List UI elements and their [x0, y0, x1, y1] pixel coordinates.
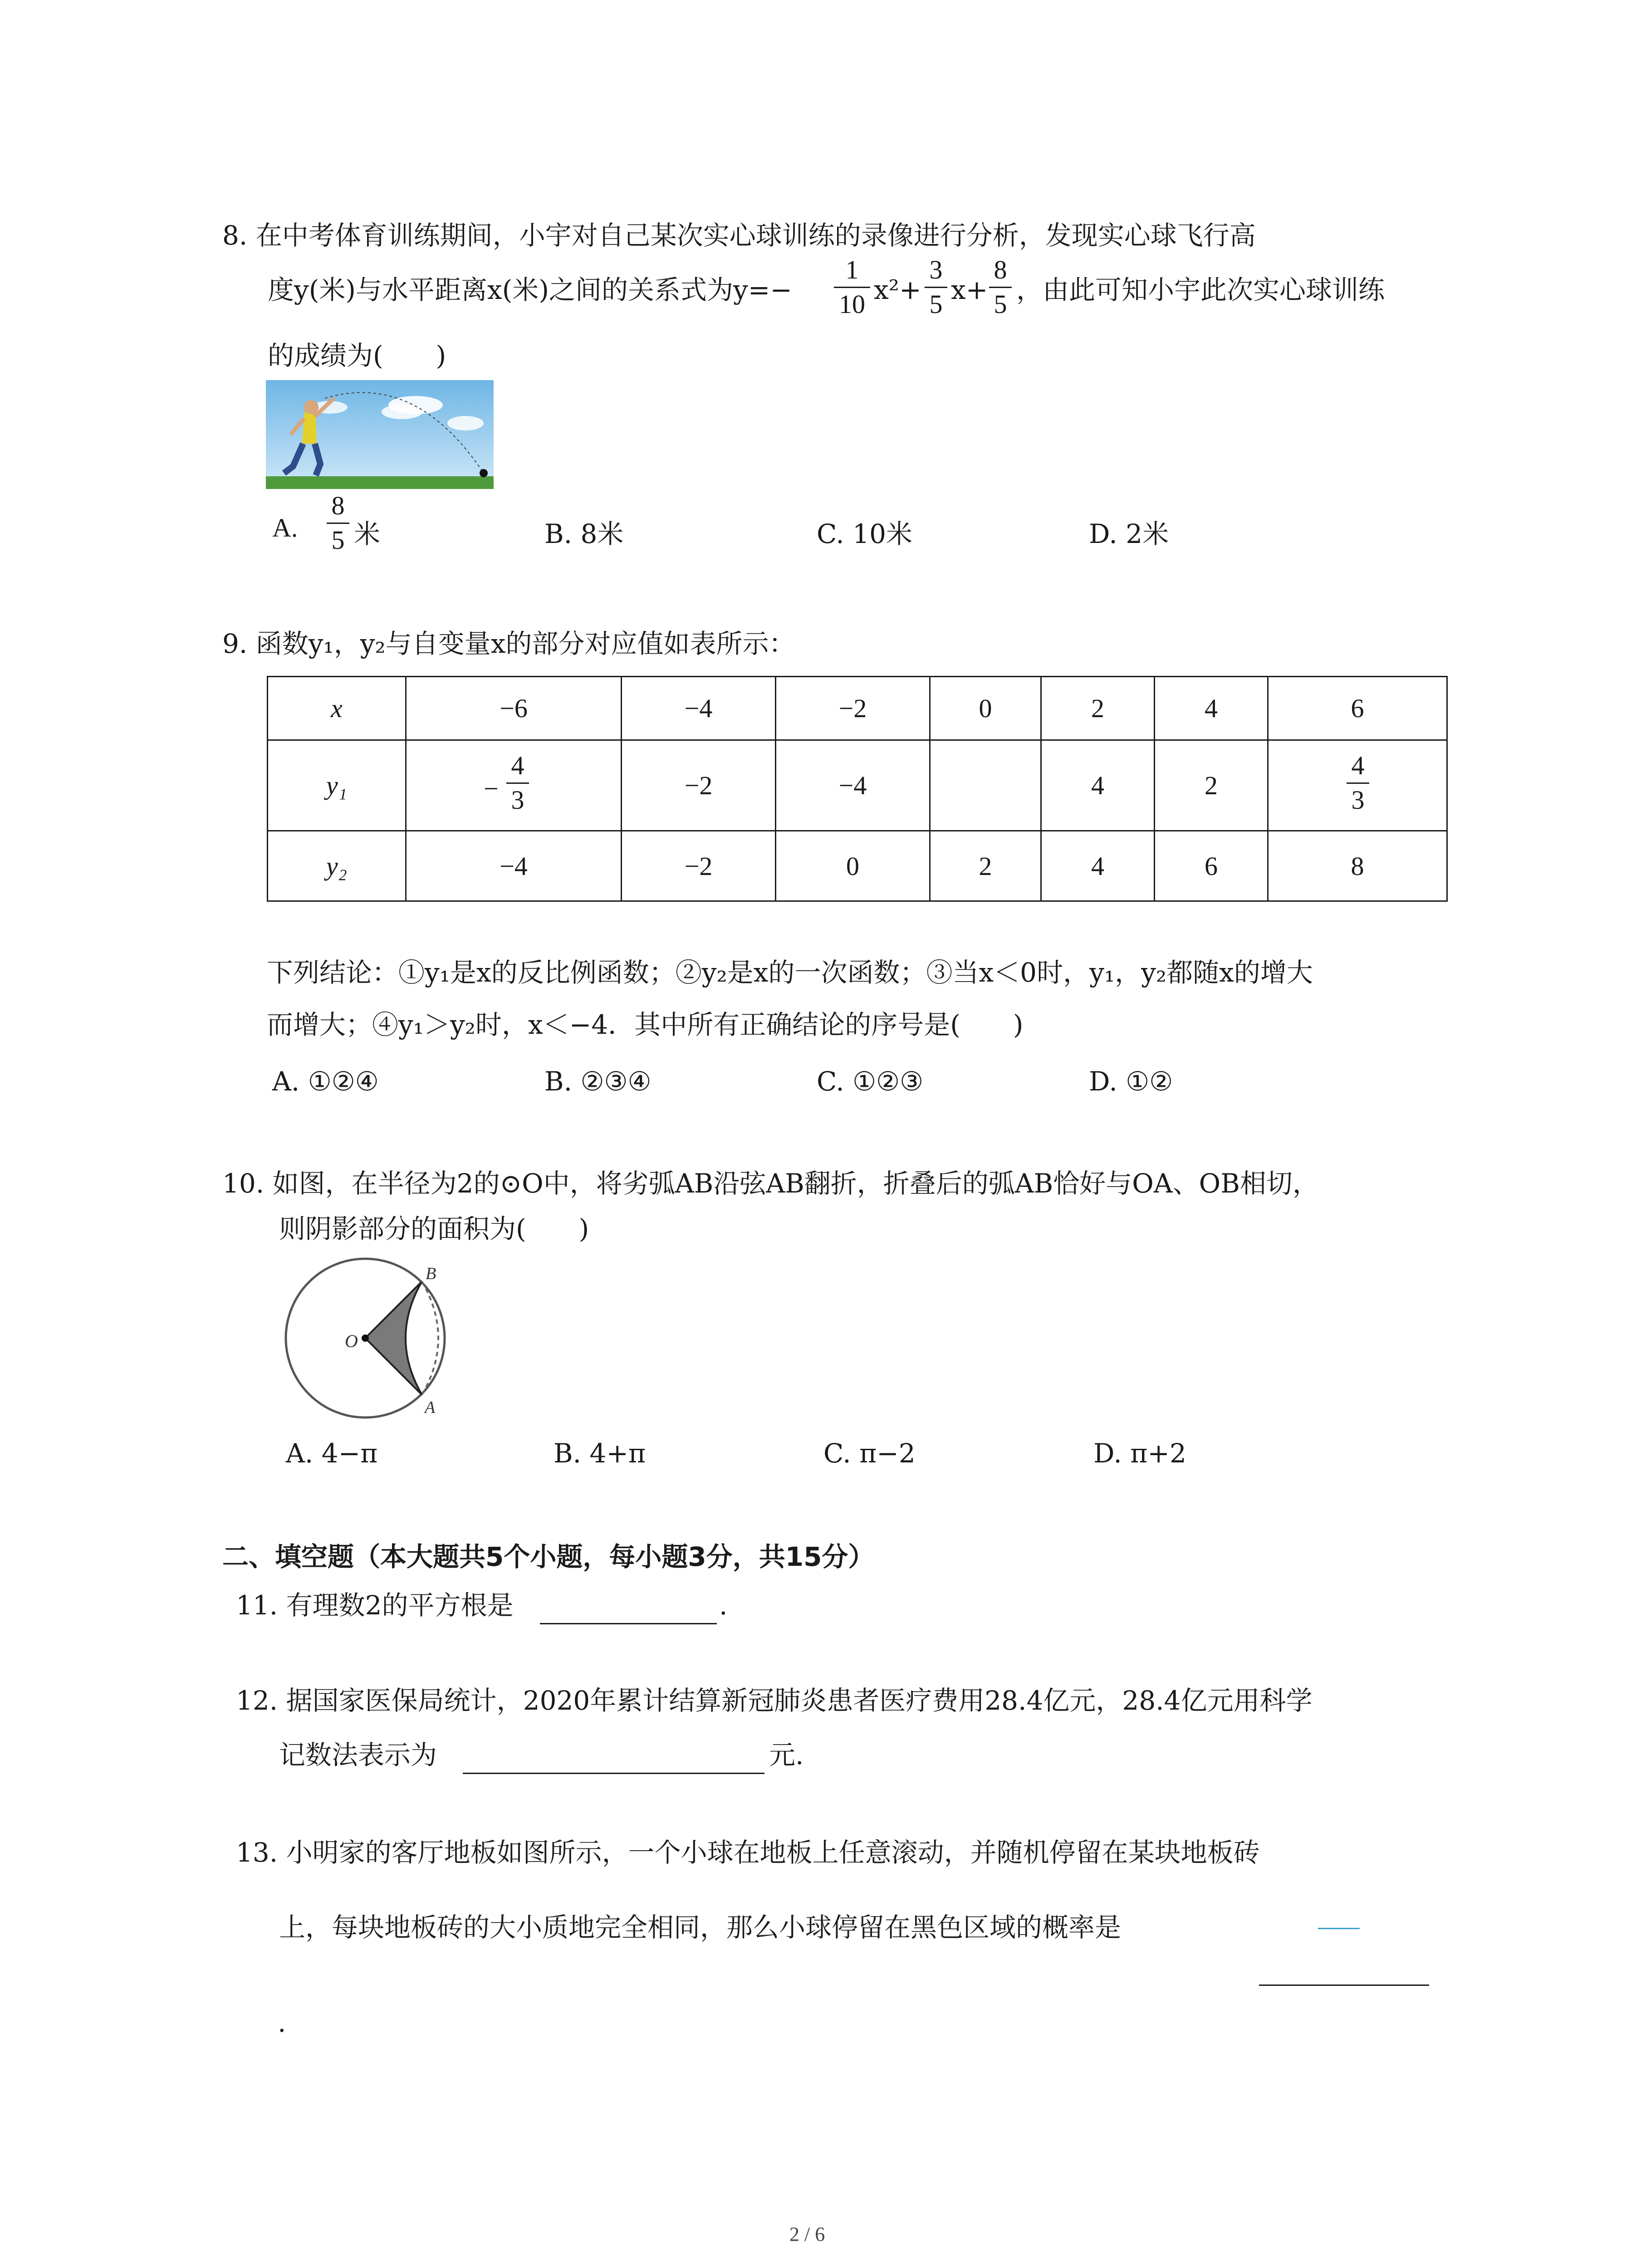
point-a-label: A	[425, 1398, 436, 1417]
frac-bar	[1347, 782, 1369, 784]
table-cell: 4	[1041, 740, 1155, 831]
table-cell: −6	[406, 677, 622, 740]
table-cell	[1268, 740, 1447, 831]
circle-fold-figure	[272, 1256, 463, 1429]
shotput-illustration	[266, 380, 494, 489]
table-cell: 6	[1268, 677, 1447, 740]
q12-line2: 记数法表示为	[279, 1740, 437, 1770]
table-cell	[406, 740, 622, 831]
q8-option-a-label[interactable]: A.	[272, 513, 298, 543]
minus-sign: −	[484, 774, 499, 803]
q8-fraction-1	[834, 256, 870, 318]
frac-numerator: 1	[845, 255, 859, 284]
q8-line2-c: x+	[951, 274, 988, 305]
table-header-x: x	[268, 677, 406, 740]
q8-line2-a: 度y(米)与水平距离x(米)之间的关系式为y=−	[268, 274, 792, 305]
table-row-y2	[268, 831, 1447, 901]
frac-bar	[834, 287, 870, 288]
q10-option-b[interactable]: B. 4+π	[554, 1438, 646, 1469]
q9-option-d[interactable]: D. ①②	[1089, 1066, 1173, 1097]
frac-denominator: 5	[331, 525, 345, 555]
q10-option-c[interactable]: C. π−2	[823, 1438, 916, 1469]
q8-line2-b: x²+	[874, 274, 921, 305]
q8-option-a-fraction[interactable]	[327, 492, 349, 554]
frac-denominator: 3	[511, 785, 524, 815]
frac-denominator: 10	[839, 289, 865, 319]
table-cell: −4	[406, 831, 622, 901]
q9-value-table	[267, 676, 1448, 902]
y1-first-fraction	[506, 752, 529, 814]
q9-option-b[interactable]: B. ②③④	[544, 1066, 652, 1097]
table-cell: 6	[1155, 831, 1268, 901]
q9-option-a[interactable]: A. ①②④	[272, 1066, 379, 1097]
q9-option-c[interactable]: C. ①②③	[817, 1066, 924, 1097]
q8-option-c[interactable]: C. 10米	[817, 518, 912, 549]
q12-line1: 12. 据国家医保局统计，2020年累计结算新冠肺炎患者医疗费用28.4亿元，28.4亿元用科学	[236, 1685, 1313, 1716]
q8-line3: 的成绩为( )	[268, 340, 446, 371]
q10-line2: 则阴影部分的面积为( )	[279, 1213, 589, 1244]
q10-option-a[interactable]: A. 4−π	[286, 1438, 378, 1469]
frac-denominator: 3	[1351, 785, 1365, 815]
frac-bar	[327, 523, 349, 524]
q8-line1: 8. 在中考体育训练期间，小宇对自己某次实心球训练的录像进行分析，发现实心球飞行高	[222, 220, 1256, 251]
table-cell: 8	[1268, 831, 1447, 901]
q13-line2: 上，每块地板砖的大小质地完全相同，那么小球停留在黑色区域的概率是	[279, 1912, 1122, 1943]
table-cell: 2	[1155, 740, 1268, 831]
table-header-y2: y₂	[268, 831, 406, 901]
table-cell: −2	[622, 740, 776, 831]
table-cell: −4	[622, 677, 776, 740]
q9-conclusion-line1: 下列结论：①y₁是x的反比例函数；②y₂是x的一次函数；③当x＜0时，y₁，y₂都随x的增大	[267, 957, 1313, 988]
q11-end: .	[719, 1590, 728, 1621]
frac-denominator: 5	[994, 289, 1007, 319]
q8-line2-d: ，由此可知小宇此次实心球训练	[1016, 274, 1385, 305]
frac-numerator: 8	[994, 255, 1007, 284]
q10-option-d[interactable]: D. π+2	[1093, 1438, 1186, 1469]
q13-end: .	[278, 2007, 286, 2038]
table-cell	[930, 740, 1041, 831]
q13-line1: 13. 小明家的客厅地板如图所示，一个小球在地板上任意滚动，并随机停留在某块地板砖	[236, 1837, 1260, 1868]
q13-answer-blank[interactable]	[1259, 1984, 1429, 1986]
frac-bar	[506, 782, 529, 784]
section-title: 二、填空题（本大题共5个小题，每小题3分，共15分）	[222, 1541, 875, 1572]
frac-bar	[989, 287, 1012, 288]
q8-fraction-2	[925, 256, 947, 318]
table-row-y1	[268, 740, 1447, 831]
table-header-y1: y₁	[268, 740, 406, 831]
table-cell: 0	[930, 677, 1041, 740]
point-o-label: O	[345, 1331, 358, 1351]
table-cell: 2	[930, 831, 1041, 901]
q9-conclusion-line2: 而增大；④y₁＞y₂时，x＜−4．其中所有正确结论的序号是( )	[267, 1009, 1024, 1040]
q12-end: 元.	[769, 1740, 804, 1770]
q8-option-a-unit: 米	[354, 518, 381, 549]
point-b-label: B	[426, 1264, 436, 1283]
q11-text: 11. 有理数2的平方根是	[236, 1590, 514, 1621]
table-cell: −2	[776, 677, 930, 740]
q12-answer-blank[interactable]	[463, 1773, 764, 1774]
table-row-x	[268, 677, 1447, 740]
table-cell: 4	[1041, 831, 1155, 901]
page-number: 2 / 6	[789, 2223, 825, 2245]
frac-numerator: 4	[511, 751, 524, 780]
table-cell: 4	[1155, 677, 1268, 740]
table-cell: 0	[776, 831, 930, 901]
frac-numerator: 3	[929, 255, 943, 284]
q8-fraction-3	[989, 256, 1012, 318]
q13-blue-mark	[1318, 1928, 1360, 1929]
y1-last-fraction	[1347, 752, 1369, 814]
q8-option-d[interactable]: D. 2米	[1089, 518, 1169, 549]
frac-numerator: 8	[331, 491, 345, 520]
q9-stem: 9. 函数y₁，y₂与自变量x的部分对应值如表所示：	[222, 628, 795, 659]
q10-line1: 10. 如图，在半径为2的⊙O中，将劣弧AB沿弦AB翻折，折叠后的弧AB恰好与OA、OB相切，	[222, 1168, 1319, 1199]
q11-answer-blank[interactable]	[540, 1623, 717, 1624]
table-cell: −2	[622, 831, 776, 901]
frac-numerator: 4	[1351, 751, 1365, 780]
table-cell: 2	[1041, 677, 1155, 740]
frac-denominator: 5	[929, 289, 943, 319]
frac-bar	[925, 287, 947, 288]
table-cell: −4	[776, 740, 930, 831]
q8-option-b[interactable]: B. 8米	[544, 518, 624, 549]
